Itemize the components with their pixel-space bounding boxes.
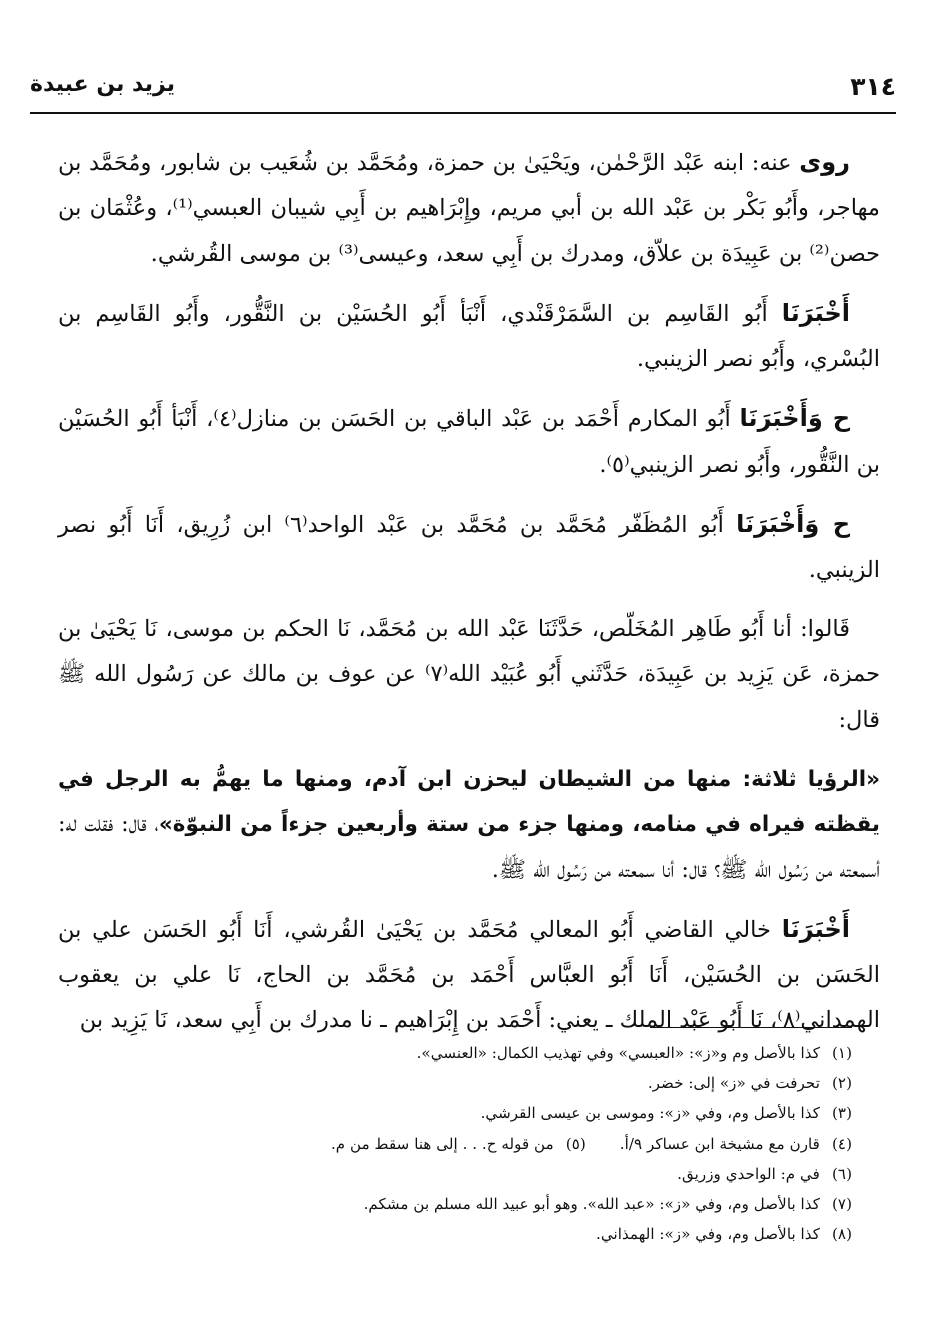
paragraph-lead: روى [799, 148, 850, 176]
page-header [30, 58, 896, 108]
footnotes [60, 1038, 852, 1249]
paragraph-lead: ح وَأَخْبَرَنَا [739, 404, 850, 433]
paragraph-narrators [58, 140, 880, 277]
footnote-text: كذا بالأصل وم، وفي «ز»: الهمذاني. [596, 1225, 820, 1244]
paragraph-text: ، قال: فقلت له: أسمعته من رَسُول الله ﷺ؟ قال: أنا سمعته من رَسُول الله ﷺ. [58, 811, 880, 883]
footnote-text: قارن مع مشيخة ابن عساكر ٩/أ. [619, 1134, 820, 1153]
paragraph-text: أَبُو القَاسِم بن السَّمَرْقَنْدي، أَنْبَأ أَبُو الحُسَيْن بن النَّقُّور، وأَبُو القَاسِم بن البُسْري، وأَبُو نصر الزينبي. [58, 300, 880, 373]
footnote-number: (٨) [831, 1225, 852, 1244]
paragraph-isnad-1 [58, 291, 880, 383]
footnote-text: كذا بالأصل وم و«ز»: «العبسي» وفي تهذيب الكمال: «العنسي». [416, 1044, 820, 1062]
paragraph-isnad-5 [58, 907, 880, 1044]
footnote-number: (٥) [565, 1134, 586, 1153]
footnote [60, 1189, 852, 1219]
header-rule [30, 112, 896, 114]
footnote [60, 1219, 852, 1249]
footnote-text: في م: الواحدي وزريق. [677, 1164, 820, 1183]
paragraph-isnad-4 [58, 607, 880, 743]
footnote [60, 1098, 852, 1128]
paragraph-text: أَبُو المُظَفّر مُحَمَّد بن مُحَمَّد بن عَبْد الواحد⁽٦⁾ ابن زُرِيق، أَنَا أَبُو نصر الزينبي. [58, 511, 880, 584]
paragraph-text: قَالوا: أنا أَبُو طَاهِر المُخَلّص، حَدَّثَنَا عَبْد الله بن مُحَمَّد، نَا الحكم بن موسى، نَا يَحْيَىٰ بن حمزة، عَن يَزِيد بن عَبِيدَة، حَدَّثَني أَبُو عُبَيْد الله⁽٧⁾ عن عوف بن مالك عن رَسُول الله ﷺ قال: [58, 616, 881, 733]
footnote-number: (٦) [831, 1164, 852, 1183]
footnote-number: (١) [831, 1044, 852, 1062]
footnote [60, 1129, 852, 1159]
paragraph-lead: أَخْبَرَنَا [781, 914, 850, 943]
paragraph-text: خالي القاضي أَبُو المعالي مُحَمَّد بن يَحْيَىٰ القُرشي، أَنَا أَبُو الحَسَن علي بن الحَسَن بن الحُسَيْن، أَنَا أَبُو العبَّاس أَحْمَد بن مُحَمَّد بن الحاج، نَا علي بن يعقوب الهمداني⁽٨⁾، نَا أَبُو عَبْد الملك ـ يعني: أَحْمَد بن إِبْرَاهيم ـ نا مدرك بن أَبِي سعد، نَا يَزِيد بن [58, 916, 880, 1034]
paragraph-isnad-2 [58, 396, 880, 488]
paragraph-text: عنه: ابنه عَبْد الرَّحْمٰن، ويَحْيَىٰ بن حمزة، ومُحَمَّد بن شُعَيب بن شابور، ومُحَمَّد بن مهاجر، وأَبُو بَكْر بن عَبْد الله بن أبي مريم، وإِبْرَاهيم بن أَبِي شيبان العبسي⁽¹⁾، وعُثْمَان بن حصن⁽²⁾ بن عَبِيدَة بن علاّق، ومدرك بن أَبِي سعد، وعيسى⁽³⁾ بن موسى القُرشي. [58, 150, 880, 267]
running-title: يزيد بن عبيدة [30, 72, 175, 97]
paragraph-text: أَبُو المكارم أَحْمَد بن عَبْد الباقي بن الحَسَن بن منازل⁽٤⁾، أَنْبَأ أَبُو الحُسَيْن بن النَّقُّور، وأَبُو نصر الزينبي⁽٥⁾. [58, 406, 880, 478]
footnote-number: (٧) [831, 1195, 852, 1214]
footnote-text: من قوله ح. . . إلى هنا سقط من م. [330, 1134, 554, 1153]
paragraph-lead: ح وَأَخْبَرَنَا [736, 509, 850, 538]
paragraph-lead: أَخْبَرَنَا [781, 298, 850, 327]
footnote-text: تحرفت في «ز» إلى: خضر. [647, 1074, 820, 1093]
page-number: ٣١٤ [850, 72, 896, 101]
footnote-number: (٣) [831, 1104, 852, 1123]
footnote [60, 1068, 852, 1098]
footnote-rule [650, 1027, 852, 1028]
main-text [58, 140, 880, 1057]
footnote-inline [331, 1129, 586, 1159]
footnote-number: (٢) [831, 1074, 852, 1093]
footnote-text: كذا بالأصل وم، وفي «ز»: وموسى بن عيسى القرشي. [480, 1104, 820, 1123]
footnote-number: (٤) [831, 1134, 852, 1153]
footnote [60, 1038, 852, 1068]
footnote-text: كذا بالأصل وم، وفي «ز»: «عبد الله». وهو أبو عبيد الله مسلم بن مشكم. [363, 1195, 820, 1214]
paragraph-hadith [58, 757, 880, 893]
hadith-text: «الرؤيا ثلاثة: منها من الشيطان ليحزن ابن آدم، ومنها ما يهمُّ به الرجل في يقظته فيراه في منامه، ومنها جزء من ستة وأربعين جزءاً من النبوّة» [58, 766, 880, 838]
paragraph-isnad-3 [58, 502, 880, 594]
footnote [60, 1159, 852, 1189]
